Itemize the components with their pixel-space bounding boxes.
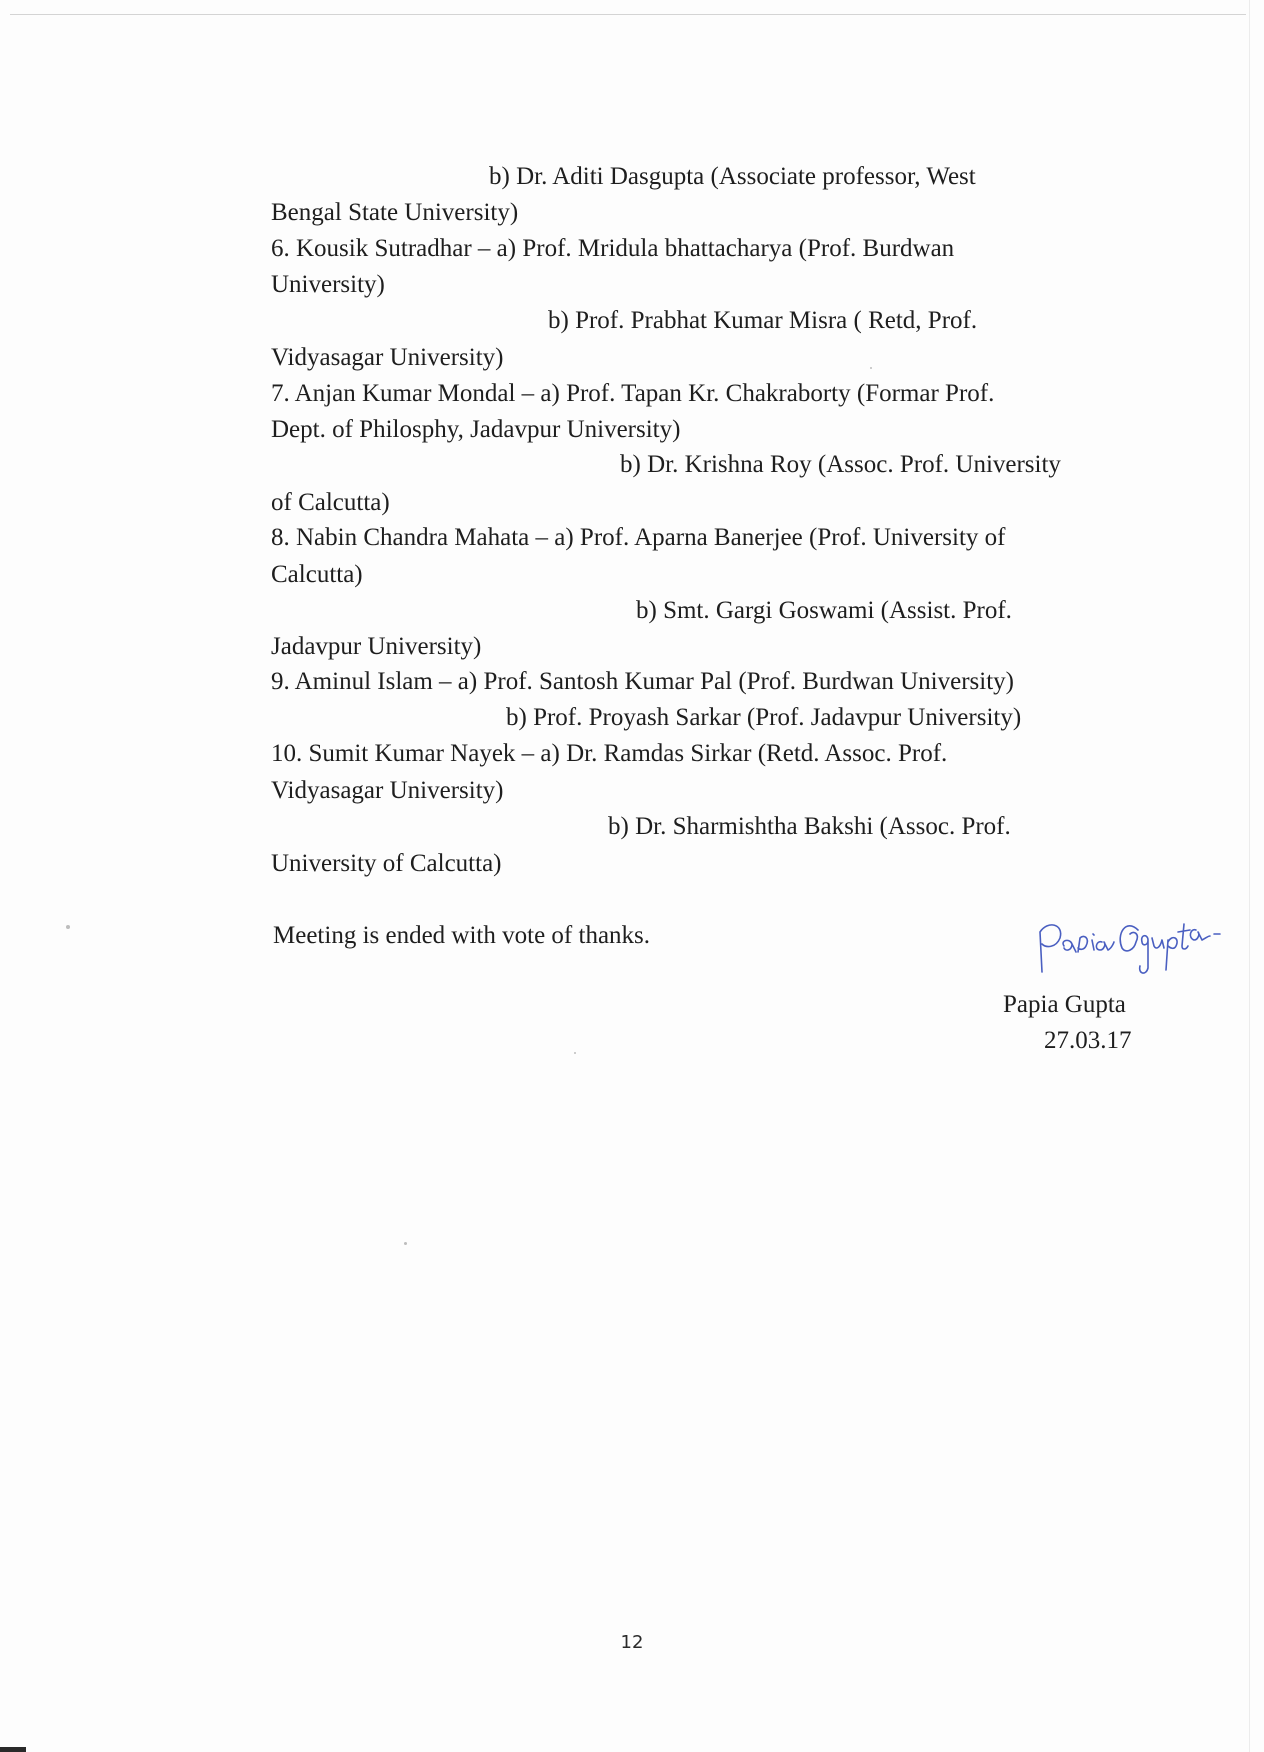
body-line-14: Jadavpur University) bbox=[271, 633, 482, 660]
body-line-7: 7. Anjan Kumar Mondal – a) Prof. Tapan Kr. Chakraborty (Formar Prof. bbox=[271, 380, 995, 407]
body-line-20: University of Calcutta) bbox=[271, 850, 502, 877]
body-line-8: Dept. of Philosphy, Jadavpur University) bbox=[271, 416, 681, 443]
signature-stroke-upta bbox=[1152, 924, 1220, 970]
body-line-2: Bengal State University) bbox=[271, 199, 519, 226]
scan-top-edge bbox=[10, 14, 1246, 15]
body-line-19: b) Dr. Sharmishtha Bakshi (Assoc. Prof. bbox=[608, 813, 1011, 840]
signature-stroke-g bbox=[1120, 926, 1148, 973]
scan-right-edge bbox=[1249, 0, 1250, 1752]
scan-bottom-mark bbox=[0, 1747, 26, 1752]
body-line-11: 8. Nabin Chandra Mahata – a) Prof. Aparna Banerjee (Prof. University of bbox=[271, 524, 1006, 551]
body-line-15: 9. Aminul Islam – a) Prof. Santosh Kumar Pal (Prof. Burdwan University) bbox=[271, 668, 1014, 695]
body-line-4: University) bbox=[271, 271, 385, 298]
body-line-13: b) Smt. Gargi Goswami (Assist. Prof. bbox=[636, 597, 1012, 624]
body-line-3: 6. Kousik Sutradhar – a) Prof. Mridula bhattacharya (Prof. Burdwan bbox=[271, 235, 955, 262]
closing-remark: Meeting is ended with vote of thanks. bbox=[273, 922, 651, 949]
body-line-1: b) Dr. Aditi Dasgupta (Associate professor, West bbox=[489, 163, 976, 190]
scan-speck bbox=[870, 367, 872, 369]
handwritten-signature bbox=[1030, 890, 1230, 980]
page-number: 12 bbox=[620, 1632, 644, 1653]
scan-speck bbox=[404, 1242, 407, 1245]
body-line-9: b) Dr. Krishna Roy (Assoc. Prof. University bbox=[620, 451, 1061, 478]
body-line-17: 10. Sumit Kumar Nayek – a) Dr. Ramdas Sirkar (Retd. Assoc. Prof. bbox=[271, 740, 948, 767]
signatory-name: Papia Gupta bbox=[1003, 991, 1126, 1018]
body-line-10: of Calcutta) bbox=[271, 489, 390, 516]
signature-stroke-apia bbox=[1063, 934, 1114, 952]
body-line-16: b) Prof. Proyash Sarkar (Prof. Jadavpur University) bbox=[506, 704, 1022, 731]
body-line-5: b) Prof. Prabhat Kumar Misra ( Retd, Prof. bbox=[548, 307, 978, 334]
signature-stroke-p bbox=[1040, 925, 1061, 972]
scan-speck bbox=[66, 925, 70, 929]
body-line-12: Calcutta) bbox=[271, 561, 363, 588]
scan-speck bbox=[574, 1052, 576, 1054]
body-line-18: Vidyasagar University) bbox=[271, 777, 504, 804]
body-line-6: Vidyasagar University) bbox=[271, 344, 504, 371]
signature-date: 27.03.17 bbox=[1044, 1027, 1132, 1054]
